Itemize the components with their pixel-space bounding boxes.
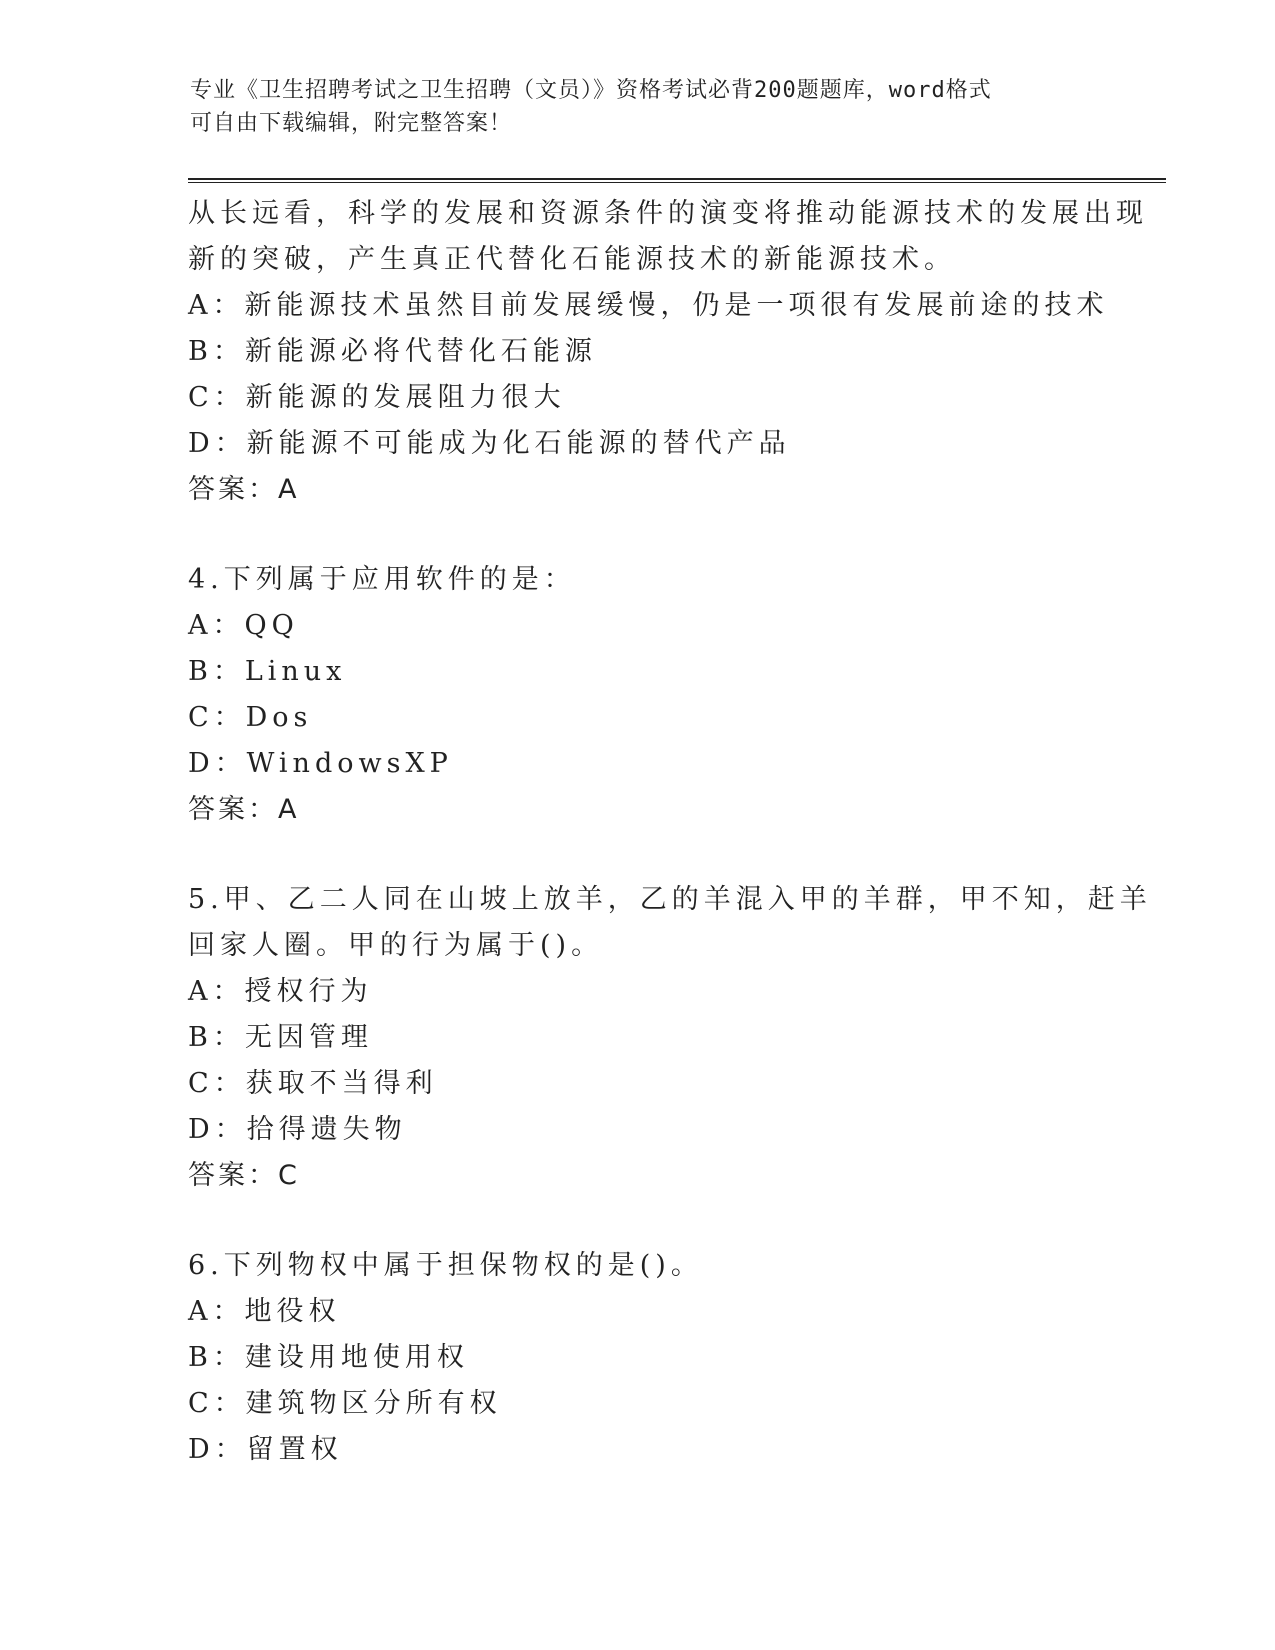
option-d: D：留置权 xyxy=(188,1434,343,1465)
option-a: A：授权行为 xyxy=(188,976,373,1007)
option-a: A：新能源技术虽然目前发展缓慢，仍是一项很有发展前途的技术 xyxy=(188,290,1109,321)
question-block xyxy=(188,877,1152,1199)
answer-key: 答案：A xyxy=(188,794,300,825)
option-a: A：地役权 xyxy=(188,1296,341,1327)
header-divider xyxy=(188,178,1166,183)
question-stem: 回家人圈。甲的行为属于()。 xyxy=(188,930,604,961)
option-c: C：新能源的发展阻力很大 xyxy=(188,382,566,413)
answer-key: 答案：A xyxy=(188,474,300,505)
header-title-line-2: 可自由下载编辑，附完整答案！ xyxy=(190,111,513,136)
option-c: C：Dos xyxy=(188,702,313,733)
question-list xyxy=(188,191,1152,1473)
question-block xyxy=(188,1243,1118,1473)
question-stem: 6.下列物权中属于担保物权的是()。 xyxy=(188,1250,703,1281)
option-d: D：拾得遗失物 xyxy=(188,1114,407,1145)
option-d: D：WindowsXP xyxy=(188,748,453,779)
document-header xyxy=(190,74,1090,140)
answer-key: 答案：C xyxy=(188,1160,300,1191)
header-title-line-1: 专业《卫生招聘考试之卫生招聘（文员）》资格考试必背200题题库，word格式 xyxy=(190,78,992,103)
option-d: D：新能源不可能成为化石能源的替代产品 xyxy=(188,428,791,459)
option-b: B：无因管理 xyxy=(188,1022,373,1053)
option-c: C：获取不当得利 xyxy=(188,1068,438,1099)
question-block xyxy=(188,191,1148,513)
question-stem: 5.甲、乙二人同在山坡上放羊，乙的羊混入甲的羊群，甲不知，赶羊 xyxy=(188,884,1152,915)
question-stem: 从长远看，科学的发展和资源条件的演变将推动能源技术的发展出现 xyxy=(188,198,1148,229)
option-b: B：Linux xyxy=(188,656,347,687)
option-a: A：QQ xyxy=(188,610,299,641)
option-b: B：新能源必将代替化石能源 xyxy=(188,336,597,367)
question-stem: 4.下列属于应用软件的是： xyxy=(188,564,576,595)
question-block xyxy=(188,557,1118,833)
option-b: B：建设用地使用权 xyxy=(188,1342,469,1373)
question-stem: 新的突破，产生真正代替化石能源技术的新能源技术。 xyxy=(188,244,956,275)
option-c: C：建筑物区分所有权 xyxy=(188,1388,502,1419)
